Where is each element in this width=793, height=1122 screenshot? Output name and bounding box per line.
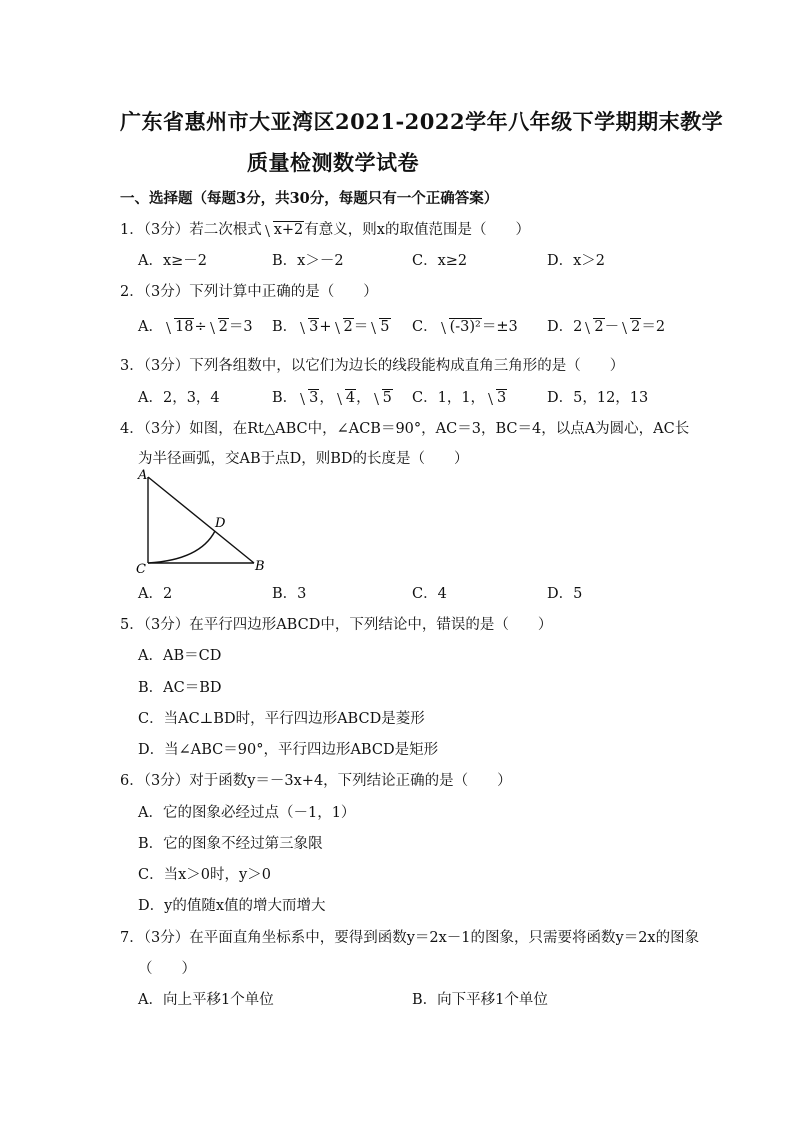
q4-option-a: A．2 xyxy=(138,586,173,602)
q5-option-d: D．当∠ABC＝90°，平行四边形ABCD是矩形 xyxy=(138,742,439,758)
question-7-line-2: （ ） xyxy=(138,961,196,977)
label-b: B xyxy=(255,559,265,574)
q5-option-c: C．当AC⊥BD时，平行四边形ABCD是菱形 xyxy=(138,711,425,727)
question-4-line-2: 为半径画弧，交AB于点D，则BD的长度是（ ） xyxy=(138,451,469,467)
q1-option-d: D．x＞2 xyxy=(547,253,606,269)
q3-option-a: A．2，3，4 xyxy=(138,390,220,406)
q2-option-c: C． (-3)²＝±3 xyxy=(412,319,518,335)
q5-option-b: B．AC＝BD xyxy=(138,680,222,696)
q4-option-d: D．5 xyxy=(547,586,583,602)
q2-option-d: D．2 2－ 2＝2 xyxy=(547,319,666,335)
label-d: D xyxy=(215,516,226,531)
q1-stem-b: 有意义，则x的取值范围是（ ） xyxy=(304,222,530,238)
q1-option-b: B．x＞－2 xyxy=(272,253,344,269)
q1-option-c: C．x≥2 xyxy=(412,253,468,269)
q4-option-c: C．4 xyxy=(412,586,447,602)
q6-option-d: D．y的值随x值的增大而增大 xyxy=(138,898,326,914)
question-6: 6．（3分）对于函数y＝－3x+4，下列结论正确的是（ ） xyxy=(120,773,512,789)
question-1 xyxy=(120,218,530,239)
title-line-2: 质量检测数学试卷 xyxy=(247,150,419,175)
q7-option-a: A．向上平移1个单位 xyxy=(138,992,274,1008)
question-5: 5．（3分）在平行四边形ABCD中，下列结论中，错误的是（ ） xyxy=(120,617,553,633)
q2-option-b: B． 3+ 2＝ 5 xyxy=(272,319,390,335)
q3-option-b: B． 3， 4， 5 xyxy=(272,390,392,406)
label-a: A xyxy=(138,468,148,483)
triangle-figure xyxy=(130,465,275,580)
question-2: 2．（3分）下列计算中正确的是（ ） xyxy=(120,284,378,300)
q6-option-c: C．当x＞0时，y＞0 xyxy=(138,867,271,883)
label-c: C xyxy=(136,562,146,577)
question-4-line-1: 4．（3分）如图，在Rt△ABC中，∠ACB＝90°，AC＝3，BC＝4，以点A为圆心，AC长 xyxy=(120,421,690,437)
radical: x+2 xyxy=(263,222,305,238)
q7-option-b: B．向下平移1个单位 xyxy=(412,992,548,1008)
q2-option-a: A． 18÷ 2＝3 xyxy=(138,319,253,335)
q1-option-a: A．x≥－2 xyxy=(138,253,208,269)
title-line-1: 广东省惠州市大亚湾区2021-2022学年八年级下学期期末教学 xyxy=(120,109,724,134)
q3-option-d: D．5，12，13 xyxy=(547,390,649,406)
section-heading: 一、选择题（每题3分，共30分，每题只有一个正确答案） xyxy=(120,190,499,207)
question-7-line-1: 7．（3分）在平面直角坐标系中，要得到函数y＝2x－1的图象，只需要将函数y＝2x的图象 xyxy=(120,930,700,946)
q1-stem-a: 1．（3分）若二次根式 xyxy=(120,222,262,238)
arc-cd xyxy=(148,531,215,563)
question-3: 3．（3分）下列各组数中，以它们为边长的线段能构成直角三角形的是（ ） xyxy=(120,358,625,374)
q6-option-b: B．它的图象不经过第三象限 xyxy=(138,836,323,852)
q4-option-b: B．3 xyxy=(272,586,307,602)
q3-option-c: C．1，1， 3 xyxy=(412,390,507,406)
q6-option-a: A．它的图象必经过点（－1，1） xyxy=(138,805,356,821)
side-ab xyxy=(148,477,254,563)
q5-option-a: A．AB＝CD xyxy=(138,648,222,664)
